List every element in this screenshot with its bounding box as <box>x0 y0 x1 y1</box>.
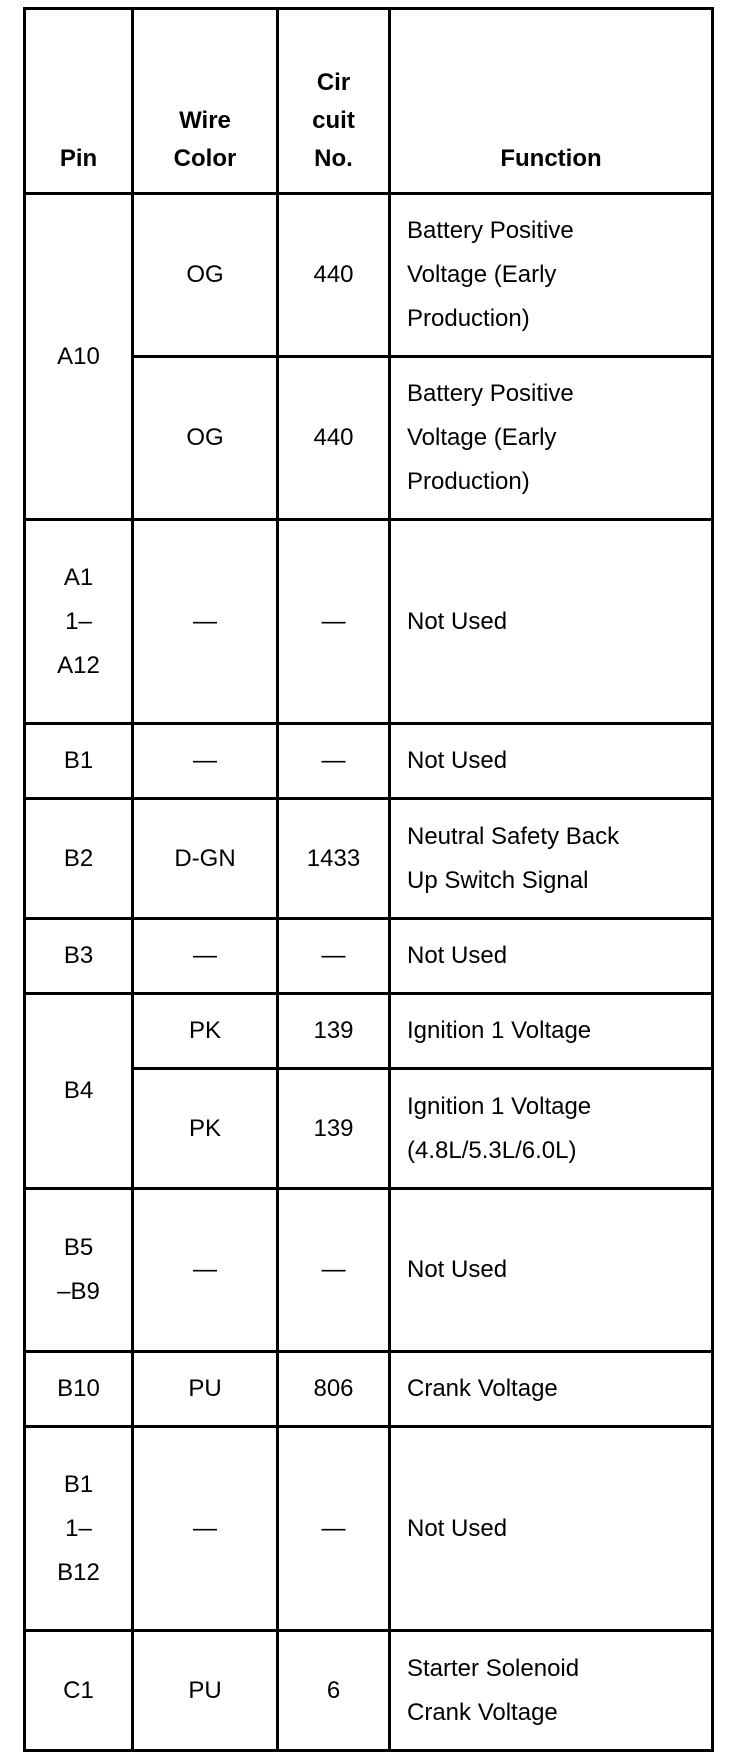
function-cell: Not Used <box>390 1189 713 1352</box>
pin-cell: A1 1– A12 <box>25 520 133 724</box>
table-row <box>25 919 713 994</box>
circuit-cell: — <box>278 724 390 799</box>
pin-cell: B5 –B9 <box>25 1189 133 1352</box>
wire-color-cell: — <box>133 1427 278 1631</box>
circuit-cell: 1433 <box>278 799 390 919</box>
wire-color-cell: D-GN <box>133 799 278 919</box>
circuit-cell: — <box>278 520 390 724</box>
header-wire-color: Wire Color <box>133 9 278 194</box>
pin-cell: B1 1– B12 <box>25 1427 133 1631</box>
pin-cell: A10 <box>25 194 133 520</box>
function-cell: Neutral Safety Back Up Switch Signal <box>390 799 713 919</box>
wire-color-cell: OG <box>133 357 278 520</box>
function-cell: Not Used <box>390 1427 713 1631</box>
wire-color-cell: — <box>133 1189 278 1352</box>
circuit-cell: — <box>278 1427 390 1631</box>
circuit-cell: — <box>278 919 390 994</box>
function-cell: Crank Voltage <box>390 1352 713 1427</box>
function-cell: Battery Positive Voltage (Early Production) <box>390 194 713 357</box>
wire-color-cell: — <box>133 520 278 724</box>
table-row <box>25 1631 713 1751</box>
circuit-cell: 6 <box>278 1631 390 1751</box>
function-cell: Not Used <box>390 520 713 724</box>
pin-cell: B4 <box>25 994 133 1189</box>
pin-cell: C1 <box>25 1631 133 1751</box>
circuit-cell: 440 <box>278 194 390 357</box>
function-cell: Battery Positive Voltage (Early Production) <box>390 357 713 520</box>
circuit-cell: 139 <box>278 994 390 1069</box>
table-row <box>25 799 713 919</box>
circuit-cell: 440 <box>278 357 390 520</box>
function-cell: Ignition 1 Voltage <box>390 994 713 1069</box>
header-circuit-no: Cir cuit No. <box>278 9 390 194</box>
wire-color-cell: — <box>133 919 278 994</box>
circuit-cell: 139 <box>278 1069 390 1189</box>
wire-color-cell: PK <box>133 1069 278 1189</box>
header-row <box>25 9 713 194</box>
pin-cell: B10 <box>25 1352 133 1427</box>
circuit-cell: 806 <box>278 1352 390 1427</box>
wire-color-cell: — <box>133 724 278 799</box>
function-cell: Starter Solenoid Crank Voltage <box>390 1631 713 1751</box>
table-row <box>25 1352 713 1427</box>
pin-cell: B2 <box>25 799 133 919</box>
table-row <box>25 1189 713 1352</box>
table-row <box>25 194 713 357</box>
function-cell: Not Used <box>390 919 713 994</box>
wire-color-cell: PU <box>133 1352 278 1427</box>
wire-color-cell: OG <box>133 194 278 357</box>
pin-cell: B1 <box>25 724 133 799</box>
table-row <box>25 1427 713 1631</box>
circuit-cell: — <box>278 1189 390 1352</box>
function-cell: Ignition 1 Voltage (4.8L/5.3L/6.0L) <box>390 1069 713 1189</box>
header-function: Function <box>390 9 713 194</box>
wire-color-cell: PU <box>133 1631 278 1751</box>
header-pin: Pin <box>25 9 133 194</box>
connector-pinout-table <box>23 7 714 1752</box>
table-row <box>25 724 713 799</box>
wire-color-cell: PK <box>133 994 278 1069</box>
function-cell: Not Used <box>390 724 713 799</box>
pin-cell: B3 <box>25 919 133 994</box>
table-row <box>25 994 713 1069</box>
table-row <box>25 520 713 724</box>
